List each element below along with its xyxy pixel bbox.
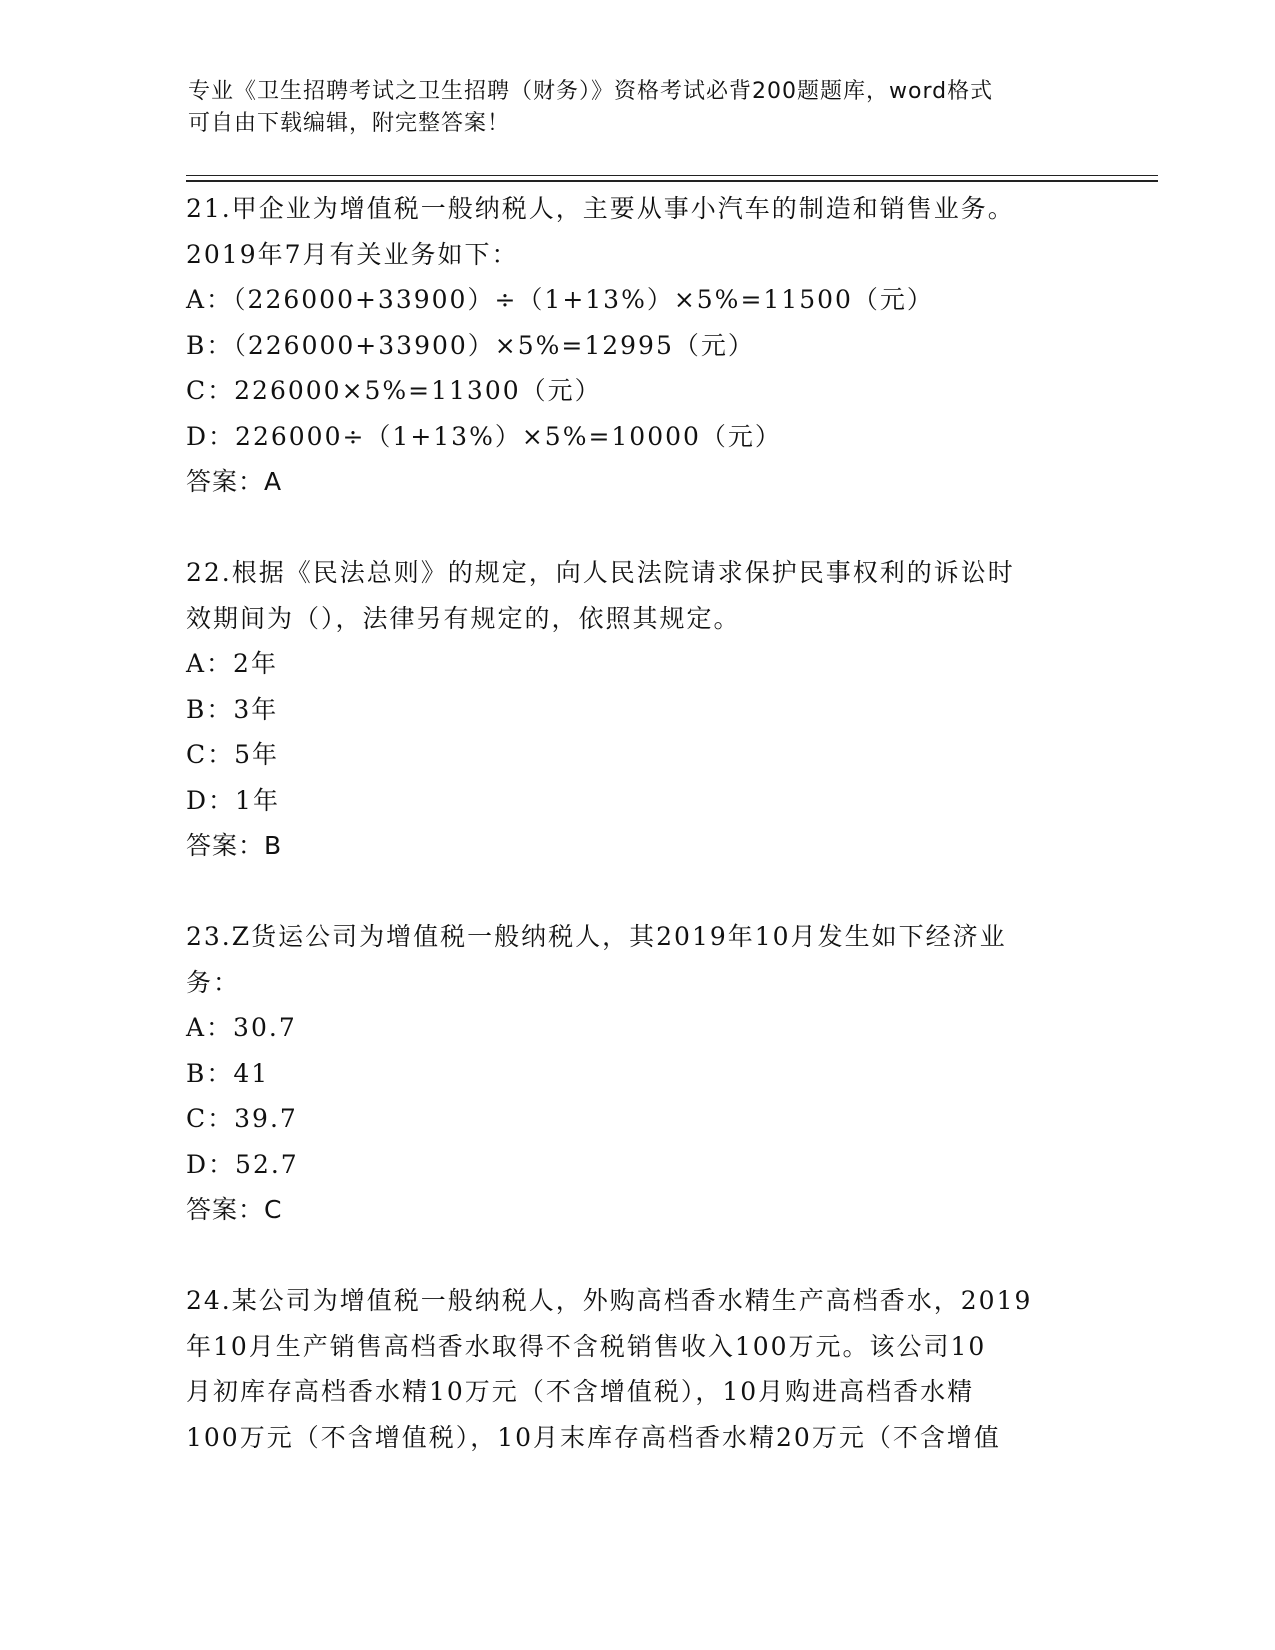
question-stem-line: 2019年7月有关业务如下：: [186, 239, 519, 269]
question-list: [186, 186, 1066, 1460]
option-c: C：226000×5%=11300（元）: [186, 376, 602, 405]
option-b: B：41: [186, 1058, 270, 1088]
header-line-1: 专业《卫生招聘考试之卫生招聘（财务）》资格考试必背200题题库，word格式: [188, 79, 994, 104]
option-d: D：226000÷（1+13%）×5%=10000（元）: [186, 421, 782, 451]
question-stem-line: 效期间为（），法律另有规定的，依照其规定。: [186, 603, 741, 633]
option-c: C：5年: [186, 740, 280, 769]
answer-line: 答案：A: [186, 467, 283, 496]
question-spacer: [186, 869, 1066, 915]
question-stem-line: 月初库存高档香水精10万元（不含增值税），10月购进高档香水精: [186, 1377, 975, 1406]
option-a: A：2年: [186, 649, 278, 678]
question-stem-line: 24.某公司为增值税一般纳税人，外购高档香水精生产高档香水，2019: [186, 1286, 1033, 1315]
question-stem-line: 22.根据《民法总则》的规定，向人民法院请求保护民事权利的诉讼时: [186, 558, 1015, 587]
question-stem-line: 务：: [186, 967, 241, 997]
question-spacer: [186, 1233, 1066, 1279]
document-header: [188, 76, 1068, 140]
option-d: D：1年: [186, 785, 280, 815]
header-divider-thin: [186, 175, 1158, 176]
option-b: B：3年: [186, 694, 279, 724]
answer-line: 答案：B: [186, 831, 283, 860]
question-23: [186, 914, 1066, 1233]
header-divider-thick: [186, 180, 1158, 182]
question-stem-line: 21.甲企业为增值税一般纳税人，主要从事小汽车的制造和销售业务。: [186, 194, 1015, 223]
option-b: B：（226000+33900）×5%=12995（元）: [186, 330, 755, 360]
question-stem-line: 100万元（不含增值税），10月末库存高档香水精20万元（不含增值: [186, 1422, 1001, 1452]
header-line-2: 可自由下载编辑，附完整答案！: [188, 111, 511, 136]
question-24: [186, 1278, 1066, 1460]
question-21: [186, 186, 1066, 505]
option-d: D：52.7: [186, 1149, 299, 1179]
question-stem-line: 23.Z货运公司为增值税一般纳税人，其2019年10月发生如下经济业: [186, 922, 1007, 951]
option-c: C：39.7: [186, 1104, 298, 1133]
option-a: A：（226000+33900）÷（1+13%）×5%=11500（元）: [186, 285, 934, 314]
answer-line: 答案：C: [186, 1195, 283, 1224]
question-spacer: [186, 505, 1066, 551]
question-stem-line: 年10月生产销售高档香水取得不含税销售收入100万元。该公司10: [186, 1331, 987, 1361]
question-22: [186, 550, 1066, 869]
option-a: A：30.7: [186, 1013, 297, 1042]
